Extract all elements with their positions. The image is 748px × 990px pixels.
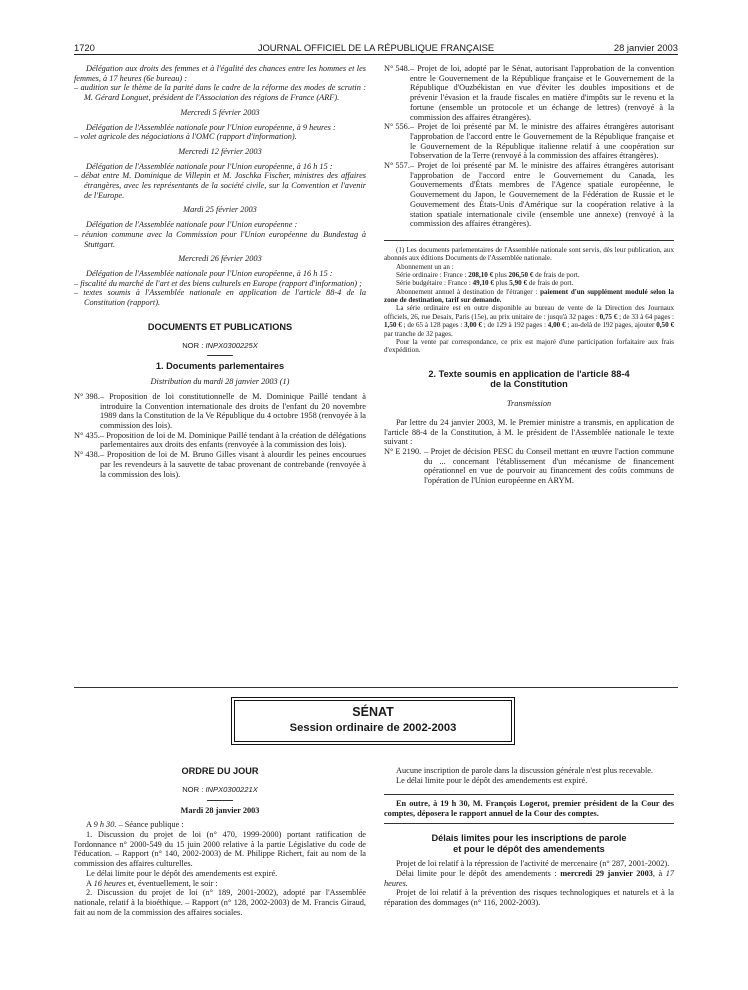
document-entry: N° E 2190. – Projet de décision PESC du Conseil mettant en œuvre l'action commune du ... concernant l'établissement d'un mécanisme de financement opérationnel en vue de pourvoir au financement des coûts communs de l'opération de l'Union européenne en ARYM.: [384, 446, 674, 486]
delegation-paragraph: Délégation de l'Assemblée nationale pour l'Union européenne :: [86, 220, 298, 230]
top-right-column: [384, 64, 674, 486]
document-entry: N° 556. – Projet de loi présenté par M. le ministre des affaires étrangères autorisant l'approbation de l'accord entre le Gouvernement de la République française et le Gouvernement de la République italienne relatif à une coopération sur l'observation de la Terre (renvoyé à la commission des affaires étrangères).: [384, 122, 674, 161]
agenda-note: Aucune inscription de parole dans la discussion générale n'est plus recevable.: [396, 766, 654, 775]
cour-des-comptes-notice: En outre, à 19 h 30, M. François Logerot, premier président de la Cour des comptes, déposera le rapport annuel de la Cour des comptes.: [384, 794, 674, 823]
deadline-entry: Délai limite pour le dépôt des amendements : mercredi 29 janvier 2003, à 17 heures.: [384, 869, 675, 888]
session-time: A 16 heures et, éventuellement, le soir :: [86, 878, 218, 888]
senat-banner: [234, 700, 512, 742]
date-heading: Mercredi 26 février 2003: [178, 254, 262, 264]
document-entry: N° 435. – Proposition de loi de M. Dominique Paillé tendant à la création de délégations parlementaires aux droits des enfants (renvoyée à la commission des lois).: [74, 430, 366, 450]
agenda-dash-item: – textes soumis à l'Assemblée nationale en application de l'article 88-4 de la Constitution (rapport).: [74, 288, 366, 308]
delegation-paragraph: Délégation de l'Assemblée nationale pour l'Union européenne, à 16 h 15 :: [86, 268, 333, 278]
agenda-dash-item: – audition sur le thème de la parité dans le cadre de la réforme des modes de scrutin : M. Gérard Longuet, président de l'Association des régions de France (ARF).: [74, 83, 366, 103]
amendment-note: Le délai limite pour le dépôt des amendements est expiré.: [396, 775, 588, 785]
document-entry: N° 438. – Proposition de loi de M. Bruno Gilles visant à alourdir les peines encourues par les revendeurs à la sauvette de tabac provenant de contrebande (renvoyée à la commission des lois).: [74, 450, 366, 479]
amendment-note: Le délai limite pour le dépôt des amendements est expiré.: [86, 868, 278, 878]
separator: [207, 800, 233, 801]
delegation-droits-femmes: Délégation aux droits des femmes et à l'égalité des chances entre les hommes et les femmes, à 17 heures (6e bureau) :: [74, 64, 366, 83]
bill-entry: Projet de loi relatif à la prévention des risques technologiques et naturels et à la réparation des dommages (n° 116, 2002-2003).: [384, 888, 674, 908]
top-left-column: [74, 64, 366, 479]
agenda-dash-item: – volet agricole des négociations à l'OMC (rapport d'information).: [74, 132, 297, 142]
section-title: 2. Texte soumis en application de l'article 88-4 de la Constitution: [428, 368, 630, 390]
document-entry: N° 548. – Projet de loi, adopté par le Sénat, autorisant l'approbation de la convention entre le Gouvernement de la République française et le Gouvernement de la République d'Ouzbékistan en vue d'éviter les doubles impositions et de prévenir l'évasion et la fraude fiscales en matière d'impôts sur le revenu et la fortune (ensemble un protocole et un échange de lettres) (renvoyé à la commission des affaires étrangères).: [384, 64, 674, 122]
delais-limites-title: Délais limites pour les inscriptions de parole et pour le dépôt des amendements: [431, 832, 627, 854]
senat-title: SÉNAT: [352, 705, 394, 719]
agenda-dash-item: – réunion commune avec la Commission pour l'Union européenne du Bundestag à Stuttgart.: [74, 229, 366, 249]
senat-session: Session ordinaire de 2002-2003: [289, 721, 457, 734]
running-header: [74, 40, 678, 55]
delegation-paragraph: Délégation de l'Assemblée nationale pour l'Union européenne, à 9 heures :: [86, 122, 336, 132]
issue-date: 28 janvier 2003: [613, 42, 678, 53]
date-heading: Mercredi 12 février 2003: [178, 146, 262, 156]
agenda-dash-item: – débat entre M. Dominique de Villepin et M. Joschka Fischer, ministres des affaires étrangères, avec les représentants de la société civile, sur la Convention et l'avenir de l'Europe.: [74, 171, 366, 200]
section-divider: [74, 687, 678, 688]
section-title: 1. Documents parlementaires: [155, 361, 285, 372]
nor-reference: NOR : INPX0300221X: [182, 784, 258, 794]
distribution-date: Distribution du mardi 28 janvier 2003 (1): [150, 377, 290, 387]
footnote: (1) Les documents parlementaires de l'Assemblée nationale sont servis, dès leur publication, aux abonnés aux éditions Documents de l'Assemblée nationale. Abonnement un an : Série ordinaire : France : 208,10 € plus 206,50 € de frais de port. Série budgétaire : France : 49,10 € plus 5,90 € de frais de port. Abonnement annuel à destination de l'étranger : paiement d'un supplément modulé selon la zone de destination, tarif sur demande. La série ordinaire est en outre disponible au bureau de vente de la Direction des Journaux officiels, 26, rue Desaix, Paris (15e), au prix unitaire de : jusqu'à 32 pages : 0,75 € ; de 33 à 64 pages : 1,50 € ; de 65 à 128 pages : 3,00 € ; de 129 à 192 pages : 4,00 € ; au-delà de 192 pages, ajouter 0,50 € par tranche de 32 pages. Pour la vente par correspondance, ce prix est majoré d'une participation forfaitaire aux frais d'expédition.: [384, 245, 675, 355]
separator: [207, 355, 233, 356]
date-heading: Mercredi 5 février 2003: [180, 107, 260, 117]
bill-entry: Projet de loi relatif à la répression de l'activité de mercenaire (n° 287, 2001-2002).: [396, 859, 670, 869]
document-entry: N° 557. – Projet de loi présenté par M. le ministre des affaires étrangères autorisant l'approbation de l'accord entre le Gouvernement du Canada, les Gouvernements d'États membres de l'Agence spatiale européenne, le Gouvernement du Japon, le Gouvernement de la Fédération de Russie et le Gouvernement des États-Unis d'Amérique sur la coopération relative à la station spatiale internationale civile (ensemble une annexe) (renvoyé à la commission des affaires étrangères).: [384, 161, 674, 229]
transmission-heading: Transmission: [506, 399, 552, 409]
agenda-item: 1. Discussion du projet de loi (n° 470, 1999-2000) portant ratification de l'ordonnance n° 2000-549 du 15 juin 2000 relative à la partie Législative du code de l'éducation. – Rapport (n° 140, 2002-2003) de M. Philippe Richert, fait au nom de la commission des affaires culturelles.: [74, 830, 366, 869]
document-entry: N° 398. – Proposition de loi constitutionnelle de M. Dominique Paillé tendant à introduire la Convention internationale des droits de l'enfant du 20 novembre 1989 dans la Constitution de la Ve République du 4 octobre 1958 (renvoyée à la commission des lois).: [74, 391, 366, 430]
documents-publications-title: DOCUMENTS ET PUBLICATIONS: [147, 321, 293, 332]
footnote-rule: [384, 240, 674, 241]
date-heading: Mardi 25 février 2003: [183, 205, 257, 215]
agenda-dash-item: – fiscalité du marché de l'art et des biens culturels en Europe (rapport d'information) ;: [74, 278, 362, 288]
agenda-item: 2. Discussion du projet de loi (n° 189, 2001-2002), adopté par l'Assemblée nationale, relatif à la bioéthique. – Rapport (n° 128, 2002-2003) de M. Francis Giraud, fait au nom de la commission des affaires sociales.: [74, 888, 366, 917]
page-number: 1720: [74, 42, 95, 53]
delegation-paragraph: Délégation de l'Assemblée nationale pour l'Union européenne, à 16 h 15 :: [86, 161, 333, 171]
bottom-left-column: [74, 766, 366, 917]
session-time: A 9 h 30. – Séance publique :: [86, 820, 184, 830]
transmission-paragraph: Par lettre du 24 janvier 2003, M. le Premier ministre a transmis, en application de l'article 88-4 de la Constitution, à M. le président de l'Assemblée nationale le texte suivant :: [384, 417, 674, 447]
journal-title: JOURNAL OFFICIEL DE LA RÉPUBLIQUE FRANÇAISE: [257, 42, 495, 53]
bottom-right-column: [384, 766, 674, 908]
ordre-du-jour-title: ORDRE DU JOUR: [181, 766, 259, 776]
nor-reference: NOR : INPX0300225X: [182, 340, 258, 350]
day-heading: Mardi 28 janvier 2003: [180, 805, 260, 815]
